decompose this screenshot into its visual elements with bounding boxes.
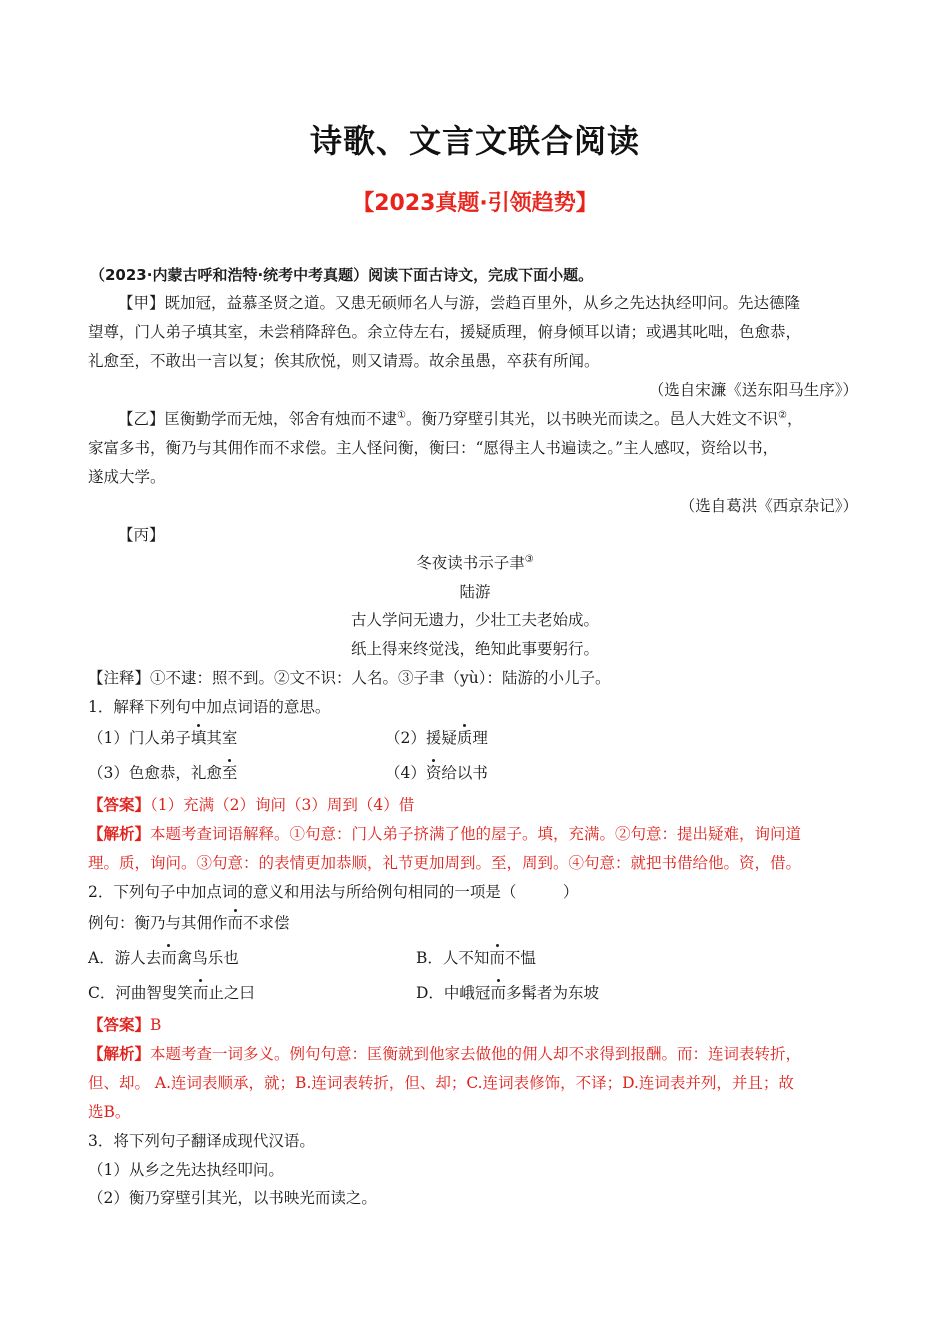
- q2-option-c-rest: 止之曰: [208, 984, 255, 1002]
- yi-source: （选自葛洪《西京杂记》）: [679, 497, 858, 515]
- q1-answer: [88, 794, 414, 816]
- dotted-word: 填: [190, 729, 207, 747]
- q2-option-b-rest: 不愠: [504, 949, 536, 967]
- q1-option-3-a: （3）色愈恭，礼愈: [88, 764, 222, 782]
- dotted-word: 至: [221, 764, 238, 782]
- dotted-word: 而: [161, 949, 177, 967]
- q2-example-b: 不求偿: [243, 914, 290, 932]
- poem-verse-1: 古人学问无遗力，少壮工夫老始成。: [350, 611, 599, 629]
- dotted-word: 而: [192, 984, 209, 1002]
- q3-sentence-1: （1）从乡之先达执经叩问。: [88, 1161, 284, 1179]
- answer-text: （1）充满（2）询问（3）周到（4）借: [150, 796, 415, 814]
- q2-option-d-rest: 多髯者为东坡: [505, 984, 599, 1002]
- answer-text: B: [150, 1016, 162, 1034]
- q1-option-2-b: 理: [472, 729, 488, 747]
- poem-verse-2: 纸上得来终觉浅，绝知此事要躬行。: [350, 640, 599, 658]
- jia-line-3: 礼愈至，不敢出一言以复；俟其欣悦，则又请焉。故余虽愚，卒获有所闻。: [88, 352, 600, 370]
- yi-line-1: [118, 408, 802, 430]
- answer-label: 【答案】: [88, 1016, 151, 1034]
- jia-line-1: 【甲】既加冠，益慕圣贤之道。又患无硕师名人与游，尝趋百里外，从乡之先达执经叩问。先达德隆: [118, 294, 801, 312]
- q1-option-2: [385, 727, 488, 749]
- q1-option-4-a: （4）: [385, 764, 426, 782]
- yi-line-2: 家富多书，衡乃与其佣作而不求偿。主人怪问衡，衡曰：“愿得主人书遍读之。”主人感叹，资给以书，: [88, 439, 779, 457]
- yi-line-1b: 。衡乃穿壁引其光，以书映光而读之。邑人大姓文不识: [405, 410, 778, 428]
- bing-label: 【丙】: [118, 526, 165, 544]
- q2-option-a-text: A．游人去: [88, 949, 162, 967]
- q1-option-1-b: 其室: [206, 729, 238, 747]
- q2-option-a-rest: 禽鸟乐也: [176, 949, 239, 967]
- note-ref-3: ③: [524, 553, 534, 565]
- note-ref-1: ①: [397, 409, 406, 421]
- q2-option-d: [416, 982, 599, 1004]
- q2-option-c: [88, 982, 255, 1004]
- dotted-word: 质: [456, 729, 473, 747]
- page-title: 诗歌、文言文联合阅读: [309, 122, 640, 160]
- q2-analysis-line-2: 但、却。 A.连词表顺承，就；B.连词表转折，但、却；C.连词表修饰，不译；D.连词表并列，并且；故: [88, 1074, 794, 1092]
- question-intro: （2023·内蒙古呼和浩特·统考中考真题）阅读下面古诗文，完成下面小题。: [90, 266, 594, 284]
- q2-option-b: [416, 947, 536, 969]
- q1-analysis-line-2: 理。质，询问。③句意：的表情更加恭顺，礼节更加周到。至，周到。④句意：就把书借给他。资，借。: [88, 854, 802, 872]
- q2-example-a: 例句：衡乃与其佣作: [88, 914, 228, 932]
- answer-label: 【答案】: [88, 796, 151, 814]
- page-subtitle: 【2023真题·引领趋势】: [352, 191, 598, 216]
- annotations: 【注释】①不逮：照不到。②文不识：人名。③子聿（yù）：陆游的小儿子。: [88, 669, 611, 687]
- q1-option-4: [385, 762, 488, 784]
- q1-option-2-a: （2）援疑: [385, 729, 457, 747]
- q2-option-b-text: B．人不知: [416, 949, 490, 967]
- q2-analysis-line-3: 选B。: [88, 1103, 131, 1121]
- q2-analysis-line-1: [88, 1043, 801, 1065]
- dotted-word: 资: [425, 764, 442, 782]
- q1-option-1-a: （1）门人弟子: [88, 729, 191, 747]
- q3-stem: 3．将下列句子翻译成现代汉语。: [88, 1132, 315, 1150]
- jia-line-2: 望尊，门人弟子填其室，未尝稍降辞色。余立侍左右，援疑质理，俯身倾耳以请；或遇其叱咄，色愈恭，: [88, 323, 802, 341]
- q2-option-c-text: C．河曲智叟笑: [88, 984, 193, 1002]
- q2-option-d-text: D．中峨冠: [416, 984, 491, 1002]
- q3-sentence-2: （2）衡乃穿壁引其光，以书映光而读之。: [88, 1189, 377, 1207]
- analysis-text: 本题考查词语解释。①句意：门人弟子挤满了他的屋子。填，充满。②句意：提出疑难，询问道: [150, 825, 802, 843]
- analysis-label: 【解析】: [88, 1045, 151, 1063]
- poem-title: [0, 552, 950, 574]
- yi-line-3: 遂成大学。: [88, 468, 166, 486]
- q1-option-1: [88, 727, 237, 749]
- q1-analysis-line-1: [88, 823, 801, 845]
- analysis-text: 本题考查一词多义。例句句意：匡衡就到他家去做他的佣人却不求得到报酬。而：连词表转折，: [150, 1045, 802, 1063]
- q1-option-4-b: 给以书: [441, 764, 488, 782]
- yi-line-1a: 【乙】匡衡勤学而无烛，邻舍有烛而不逮: [118, 410, 398, 428]
- poem-author: 陆游: [459, 583, 491, 601]
- q1-option-3: [88, 762, 237, 784]
- q2-example: [88, 912, 290, 934]
- dotted-word: 而: [489, 949, 505, 967]
- yi-line-1c: ，: [786, 410, 803, 428]
- jia-source: （选自宋濂《送东阳马生序》）: [648, 381, 858, 399]
- q1-stem: 1．解释下列句中加点词语的意思。: [88, 698, 331, 716]
- analysis-label: 【解析】: [88, 825, 151, 843]
- dotted-word: 而: [227, 914, 244, 932]
- q2-stem: 2．下列句子中加点词的意义和用法与所给例句相同的一项是（ ）: [88, 883, 579, 901]
- poem-title-text: 冬夜读书示子聿: [416, 554, 525, 572]
- note-ref-2: ②: [778, 409, 787, 421]
- q2-answer: [88, 1014, 161, 1036]
- q2-option-a: [88, 947, 239, 969]
- dotted-word: 而: [490, 984, 506, 1002]
